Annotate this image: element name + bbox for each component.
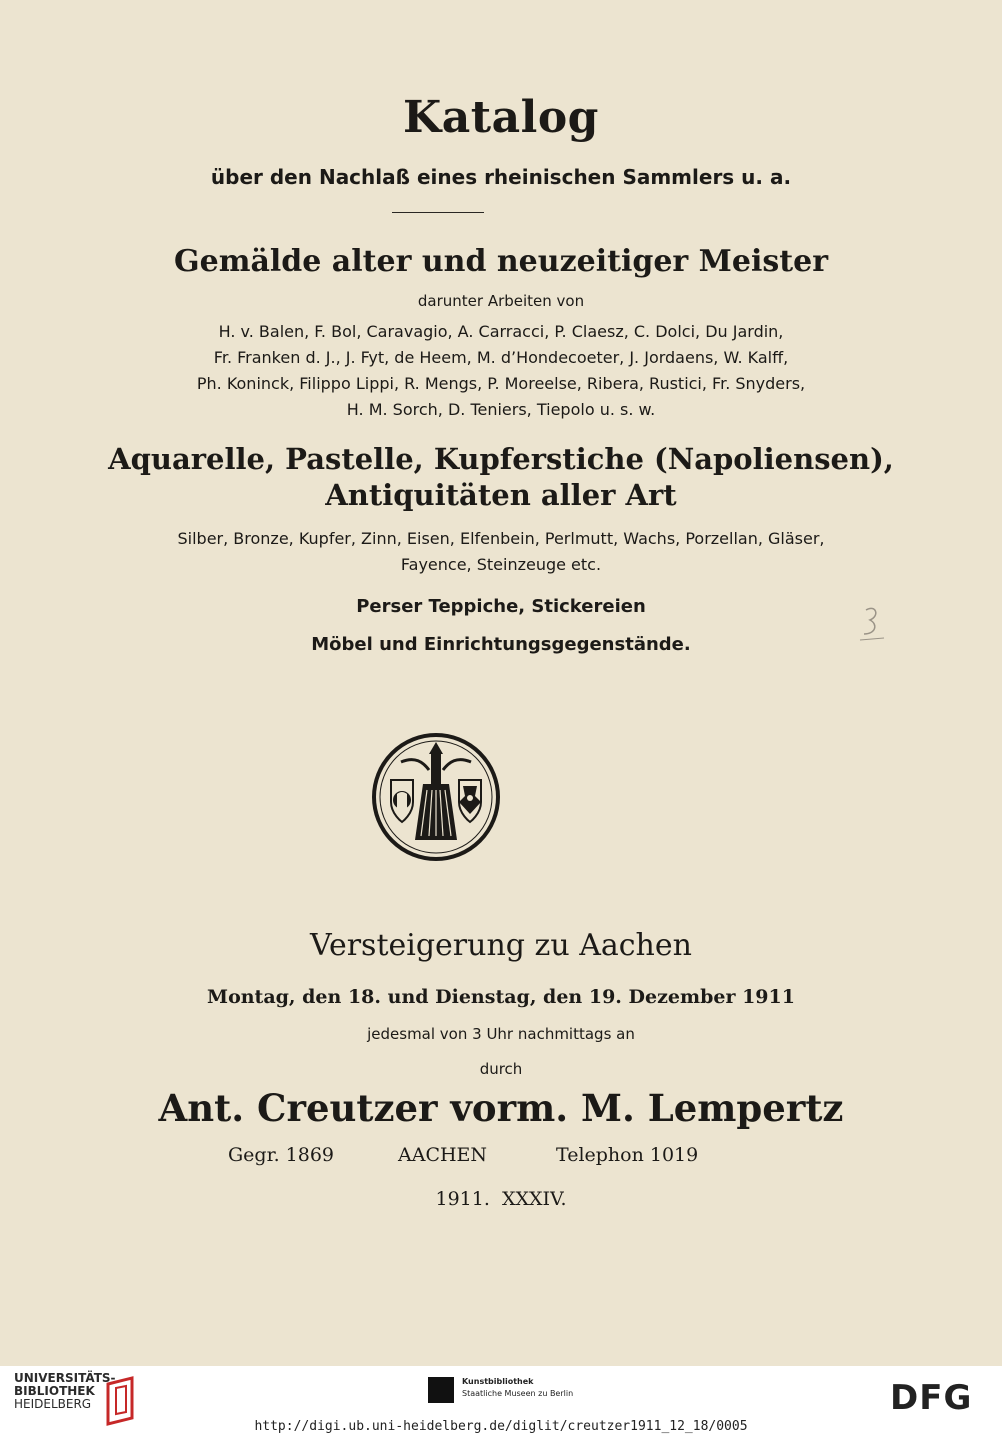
auction-by: durch	[479, 1060, 523, 1078]
artists-line: H. v. Balen, F. Bol, Caravagio, A. Carracci, P. Claesz, C. Dolci, Du Jardin,	[218, 322, 784, 341]
page-url-link[interactable]: http://digi.ub.uni-heidelberg.de/diglit/creutzer1911_12_18/0005	[254, 1419, 748, 1434]
paintings-intro: darunter Arbeiten von	[417, 292, 585, 310]
artists-line: Fr. Franken d. J., J. Fyt, de Heem, M. d’Hondecoeter, J. Jordaens, W. Kalff,	[213, 348, 789, 367]
pencil-mark	[858, 604, 886, 644]
kb-logo-line: Staatliche Museen zu Berlin	[462, 1389, 574, 1398]
materials-line: Fayence, Steinzeuge etc.	[400, 555, 602, 574]
city-name: AACHEN	[398, 1144, 488, 1166]
kb-logo-line: Kunstbibliothek	[462, 1377, 534, 1386]
materials-line: Silber, Bronze, Kupfer, Zinn, Eisen, Elfenbein, Perlmutt, Wachs, Porzellan, Gläser,	[177, 529, 825, 548]
catalog-title: Katalog	[403, 92, 599, 143]
telephone-number: Telephon 1019	[556, 1144, 699, 1166]
paintings-heading: Gemälde alter und neuzeitiger Meister	[174, 244, 828, 279]
ub-heidelberg-logo-text	[14, 1372, 116, 1411]
prints-heading-line: Aquarelle, Pastelle, Kupferstiche (Napoliensen),	[108, 442, 894, 476]
kunstbibliothek-logo-text	[462, 1376, 573, 1400]
publisher-seal-emblem	[371, 732, 501, 862]
catalog-number: 1911. XXXIV.	[435, 1188, 567, 1210]
ub-logo-line: UNIVERSITÄTS-	[14, 1371, 116, 1385]
kunstbibliothek-logo-icon	[428, 1377, 454, 1403]
furniture-line: Möbel und Einrichtungsgegenstände.	[311, 634, 691, 655]
carpets-line: Perser Teppiche, Stickereien	[356, 596, 646, 617]
catalog-subtitle: über den Nachlaß eines rheinischen Sammlers u. a.	[210, 165, 792, 189]
auction-dates: Montag, den 18. und Dienstag, den 19. Dezember 1911	[207, 986, 795, 1008]
auction-time: jedesmal von 3 Uhr nachmittags an	[367, 1025, 635, 1043]
prints-heading-line: Antiquitäten aller Art	[325, 478, 677, 512]
ub-logo-line: HEIDELBERG	[14, 1397, 92, 1411]
ub-logo-line: BIBLIOTHEK	[14, 1384, 95, 1398]
founded-year: Gegr. 1869	[228, 1144, 335, 1166]
artists-line: H. M. Sorch, D. Teniers, Tiepolo u. s. w.	[346, 400, 656, 419]
dfg-logo: DFG	[890, 1378, 973, 1418]
artists-line: Ph. Koninck, Filippo Lippi, R. Mengs, P. Moreelse, Ribera, Rustici, Fr. Snyders,	[196, 374, 806, 393]
auction-house-name: Ant. Creutzer vorm. M. Lempertz	[158, 1086, 844, 1130]
divider-rule	[392, 212, 484, 213]
auction-heading: Versteigerung zu Aachen	[310, 928, 692, 963]
